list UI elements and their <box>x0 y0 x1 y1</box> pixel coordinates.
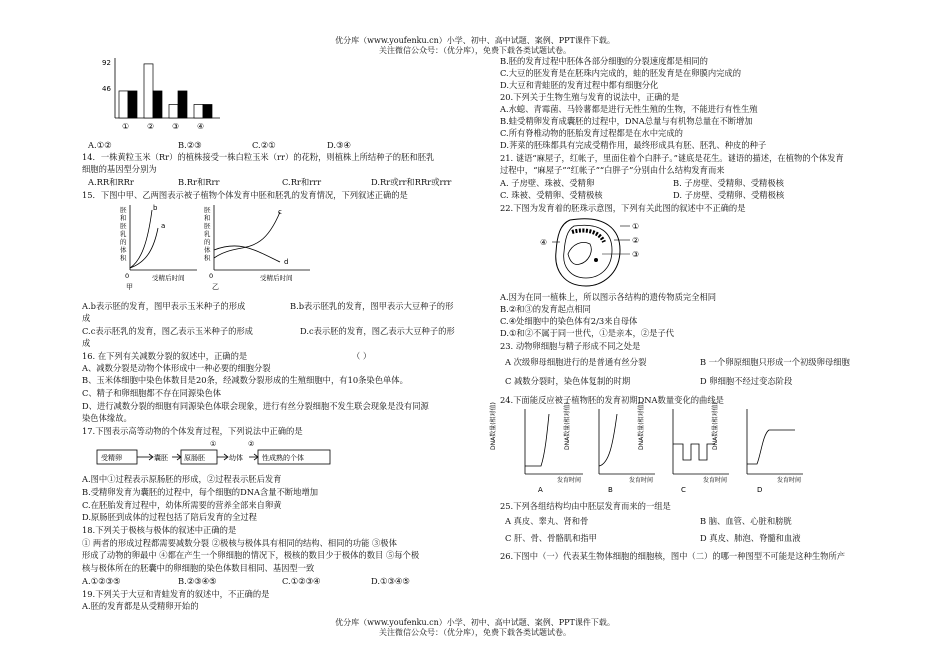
q16-stem: 16. 在下列有关减数分裂的叙述中，正确的是 <box>82 351 248 361</box>
flow-step: 幼体 <box>229 454 243 462</box>
q26-stem: 26.下图中（一）代表某生物体细胞的细胞核，图中（二）的哪一种图型不可能是这种生物所产 <box>500 551 846 561</box>
q21-stem: 21. 谜语“麻屋子，红帐子，里面住着个白胖子。”谜底是花生。谜语的描述，在植物的个体发育 <box>500 153 844 163</box>
q15-chart-jia <box>92 200 202 290</box>
q15-chart-yi <box>200 200 320 290</box>
q15-option-d[interactable]: D.c表示胚的发育，图乙表示大豆种子的形 <box>300 326 455 336</box>
q16-answer-paren: （ ） <box>352 351 372 361</box>
q17-option-c[interactable]: C.在胚胎发育过程中，幼体所需要的营养全部来自卵黄 <box>82 500 282 510</box>
q25-option-b[interactable]: B 脑、血管、心脏和膀胱 <box>700 516 792 526</box>
q18-statement-3: 核与极体所在的胚囊中的卵细胞的染色体数目相同、基因型一致 <box>82 563 315 573</box>
curve-label-a: a <box>161 222 166 230</box>
flow-step: 囊胚 <box>154 454 168 462</box>
q13-option-b[interactable]: B.②③ <box>178 140 202 150</box>
q25-option-c[interactable]: C 肝、骨、骨骼肌和指甲 <box>505 533 597 543</box>
bar-black-2 <box>153 91 162 118</box>
q13-option-a[interactable]: A.①② <box>88 140 112 150</box>
q18-stem: 18.下列关于极核与极体的叙述中正确的是 <box>82 525 237 535</box>
xlabel: 发育时间 <box>557 477 582 484</box>
origin-label: 0 <box>125 272 130 280</box>
label-3: ③ <box>632 250 640 259</box>
curve-label-c: c <box>278 208 282 216</box>
q21-option-c[interactable]: C. 珠被、受精卵、受精极核 <box>500 190 603 200</box>
q19-option-d[interactable]: D.大豆和青蛙胚的发育过程中都有细胞分化 <box>500 80 659 90</box>
curve-c <box>214 212 280 258</box>
q18-statement-2: 形成了动物的卵最中 ④都在产生一个卵细胞的情况下，极核的数目少于极体的数目 ⑤每个极 <box>82 550 420 560</box>
label-4: ④ <box>540 238 548 247</box>
xlabel: 发育时间 <box>777 477 802 484</box>
q19-option-a[interactable]: A.胚的发育都是从受精卵开始的 <box>82 601 199 611</box>
q17-option-d[interactable]: D.原肠胚到成体的过程包括了陪后发育的全过程 <box>82 512 257 522</box>
svg-text:积: 积 <box>204 254 211 262</box>
xlabel: 受精后时间 <box>260 274 293 282</box>
ylabel: 胚 <box>120 206 127 214</box>
q25-option-a[interactable]: A 真皮、睾丸、肾和骨 <box>505 516 589 526</box>
q13-bar-chart <box>102 58 222 136</box>
svg-text:DNA数量(相对值): DNA数量(相对值) <box>638 402 645 450</box>
panel-label-c: C <box>681 486 686 494</box>
q13-option-c[interactable]: C.②① <box>252 140 276 150</box>
q20-option-b[interactable]: B.蛙受精卵发育成囊胚的过程中，DNA总量与有机物总量在不断增加 <box>500 116 753 126</box>
svg-text:DNA数量(相对值): DNA数量(相对值) <box>564 402 571 450</box>
q19-stem: 19.下列关于大豆和青蛙发育的叙述中，不正确的是 <box>82 589 270 599</box>
q23-option-d[interactable]: D 卵细胞不经过变态阶段 <box>700 376 793 386</box>
q17-option-a[interactable]: A.图中①过程表示原肠胚的形成，②过程表示胚后发育 <box>82 474 282 484</box>
svg-text:乳: 乳 <box>120 230 127 238</box>
q19-option-c[interactable]: C.大豆的胚发育是在胚珠内完成的，蛙的胚发育是在卵膜内完成的 <box>500 68 742 78</box>
flow-step: 原肠胚 <box>184 454 205 462</box>
category-label: ③ <box>172 122 180 131</box>
category-label: ① <box>122 122 130 131</box>
q18-option-b[interactable]: B.②③④⑤ <box>178 576 217 586</box>
q14-option-b[interactable]: B.Rr和Rrr <box>178 177 220 187</box>
xlabel: 受精后时间 <box>152 274 185 282</box>
svg-text:胚: 胚 <box>204 206 211 214</box>
svg-text:体: 体 <box>204 246 211 254</box>
bar-black-4 <box>203 104 212 118</box>
panel-label-d: D <box>757 486 763 494</box>
q20-option-a[interactable]: A.水螅、青霉菌、马铃薯都是进行无性生殖的生物，不能进行有性生殖 <box>500 104 758 114</box>
q16-option-b[interactable]: B、玉米体细胞中染色体数目是20条，经减数分裂形成的生殖细胞中，有10条染色单体。 <box>82 375 408 385</box>
q15-option-b-cont: 成 <box>82 313 91 323</box>
bar-black-1 <box>128 91 137 118</box>
q16-option-d[interactable]: D、进行减数分裂的细胞有同源染色体联会现象，进行有丝分裂细胞不发生联会现象是没有同源 <box>82 401 429 411</box>
q14-option-d[interactable]: D.Rr或rr和RRr或rrr <box>371 177 452 187</box>
q22-option-a[interactable]: A.因为在同一植株上，所以图示各结构的遗传物质完全相同 <box>500 292 717 302</box>
q13-option-d[interactable]: D.③④ <box>327 140 351 150</box>
curve-label-b: b <box>153 204 158 212</box>
svg-text:胚: 胚 <box>204 222 211 230</box>
q14-option-a[interactable]: A.RR和RRr <box>88 177 134 187</box>
q18-statement-1: ① 两者的形成过程都需要减数分裂 ②极核与极体具有相同的结构、相同的功能 ③极体 <box>82 538 397 548</box>
q15-stem: 15．下图中甲、乙两图表示被子植物个体发育中胚和胚乳的发育情况，下列叙述正确的是 <box>82 190 408 200</box>
q17-option-b[interactable]: B.受精卵发育为囊胚的过程中，每个细胞的DNA含量不断地增加 <box>82 487 319 497</box>
q22-option-c[interactable]: C.④处细胞中的染色体有2/3来自母体 <box>500 316 638 326</box>
category-label: ② <box>147 122 155 131</box>
q21-stem-2: 过程中，“麻屋子”“红帐子”“白胖子”分别由什么结构发育而来 <box>500 165 725 175</box>
q15-option-c[interactable]: C.c表示胚乳的发育，图乙表示玉米种子的形成 <box>82 326 253 336</box>
header-line-2: 关注微信公众号：（优分库），免费下载各类试题试卷。 <box>379 46 571 55</box>
q16-option-a[interactable]: A、减数分裂是动物个体形成中一种必要的细胞分裂 <box>82 363 271 373</box>
svg-text:和: 和 <box>120 214 127 222</box>
q16-option-c[interactable]: C、精子和卵细胞都不存在同源染色体 <box>82 388 222 398</box>
curve-label-d: d <box>284 258 289 266</box>
header-line-1: 优分库（www.youfenku.cn）小学、初中、高中试题、案例、PPT课件下载。 <box>335 36 615 45</box>
q16-option-d-cont: 染色体缘故。 <box>82 413 132 423</box>
q20-stem: 20.下列关于生物生殖与发育的说法中，正确的是 <box>500 92 680 102</box>
svg-text:胚: 胚 <box>120 222 127 230</box>
q17-stem: 17.下图表示高等动物的个体发育过程，下列说法中正确的是 <box>82 426 303 436</box>
panel-label-a: A <box>538 486 543 494</box>
q14-option-c[interactable]: C.Rr和rrr <box>282 177 322 187</box>
label-1: ① <box>632 222 640 231</box>
page-footer <box>0 618 950 638</box>
bar-white-2 <box>144 64 153 118</box>
q14-stem-2: 细胞的基因型分别为 <box>82 164 157 174</box>
xlabel: 发育时间 <box>629 477 654 484</box>
xlabel: 发育时间 <box>703 477 728 484</box>
q18-option-d[interactable]: D.①③④⑤ <box>371 576 410 586</box>
svg-text:和: 和 <box>204 214 211 222</box>
q15-option-d-cont: 成 <box>82 338 91 348</box>
q21-option-d[interactable]: D. 子房壁、受精卵、受精极核 <box>673 190 785 200</box>
q18-option-a[interactable]: A.①②③⑤ <box>82 576 121 586</box>
svg-text:的: 的 <box>204 238 211 246</box>
curve-b <box>130 210 152 268</box>
q23-stem: 23. 动物卵细胞与精子形成不同之处是 <box>500 341 641 351</box>
q15-option-b[interactable]: B.b表示胚乳的发育，图甲表示大豆种子的形 <box>290 301 454 311</box>
q24-curves <box>490 402 805 494</box>
panel-label-b: B <box>608 486 613 494</box>
q23-option-a[interactable]: A 次级卵母细胞进行的是普通有丝分裂 <box>505 357 647 367</box>
svg-text:的: 的 <box>120 238 127 246</box>
bar-white-4 <box>194 104 203 118</box>
q25-stem: 25.下列各组结构均由中胚层发育而来的一组是 <box>500 501 671 511</box>
q14-stem: 14．一株黄粒玉米（Rr）的植株接受一株白粒玉米（rr）的花粉，则植株上所结种子的胚和胚乳 <box>82 152 435 162</box>
chart-title-jia: 甲 <box>126 283 133 291</box>
svg-text:DNA数量(相对值): DNA数量(相对值) <box>490 402 497 450</box>
q19-option-b[interactable]: B.胚的发育过程中胚体各部分细胞的分裂速度都是相同的 <box>500 56 708 66</box>
y-tick-46: 46 <box>102 85 111 93</box>
q15-option-a[interactable]: A.b表示胚的发育，图甲表示玉米种子的形成 <box>82 301 246 311</box>
svg-text:DNA数量(相对值): DNA数量(相对值) <box>712 402 719 450</box>
flow-step: 性成熟的个体 <box>262 454 304 462</box>
bar-white-1 <box>119 91 128 118</box>
page-header <box>0 36 950 56</box>
category-label: ④ <box>197 122 205 131</box>
q24-stem: 24.下面能反应被子植物胚的发育初期DNA数量变化的曲线是 <box>500 395 724 405</box>
footer-line-1: 优分库（www.youfenku.cn）小学、初中、高中试题、案例、PPT课件下载。 <box>335 618 615 627</box>
q23-option-b[interactable]: B 一个卵原细胞只形成一个初级卵母细胞 <box>700 357 850 367</box>
bar-black-3 <box>178 91 187 118</box>
y-tick-92: 92 <box>102 59 111 67</box>
chart-title-yi: 乙 <box>212 283 219 291</box>
footer-line-2: 关注微信公众号：（优分库），免费下载各类试题试卷。 <box>379 628 571 637</box>
q18-option-c[interactable]: C.①②③④ <box>282 576 321 586</box>
q23-option-c[interactable]: C 减数分裂时，染色体复制的时期 <box>505 376 631 386</box>
q22-option-d[interactable]: D.①和②不属于同一世代，①是亲本，②是子代 <box>500 328 675 338</box>
q17-flow-diagram <box>92 438 352 470</box>
flow-step: 受精卵 <box>101 454 122 462</box>
q21-option-b[interactable]: B. 子房壁、受精卵、受精极核 <box>673 178 784 188</box>
flow-mark: ② <box>248 440 255 448</box>
flow-mark: ① <box>210 440 217 448</box>
svg-text:积: 积 <box>120 254 127 262</box>
svg-text:乳: 乳 <box>204 230 211 238</box>
label-2: ② <box>632 236 640 245</box>
bar-white-3 <box>169 104 178 118</box>
svg-text:体: 体 <box>120 246 127 254</box>
q25-option-d[interactable]: D 真皮、肺泡、脊髓和血液 <box>700 533 801 543</box>
q22-option-b[interactable]: B.②和③的发育起点相同 <box>500 304 591 314</box>
origin-label: 0 <box>209 272 214 280</box>
q20-option-d[interactable]: D.荠菜的胚珠都具有完成受精作用，最终形成具有胚、胚乳、种皮的种子 <box>500 140 767 150</box>
curve-d <box>214 246 280 262</box>
q20-option-c[interactable]: C.所有脊椎动物的胚胎发育过程都是在水中完成的 <box>500 128 683 138</box>
q21-option-a[interactable]: A. 子房壁、珠被、受精卵 <box>500 178 595 188</box>
q22-ovule-diagram <box>540 214 650 290</box>
q22-stem: 22.下图为发育着的胚珠示意图，下列有关此图的叙述中不正确的是 <box>500 203 746 213</box>
